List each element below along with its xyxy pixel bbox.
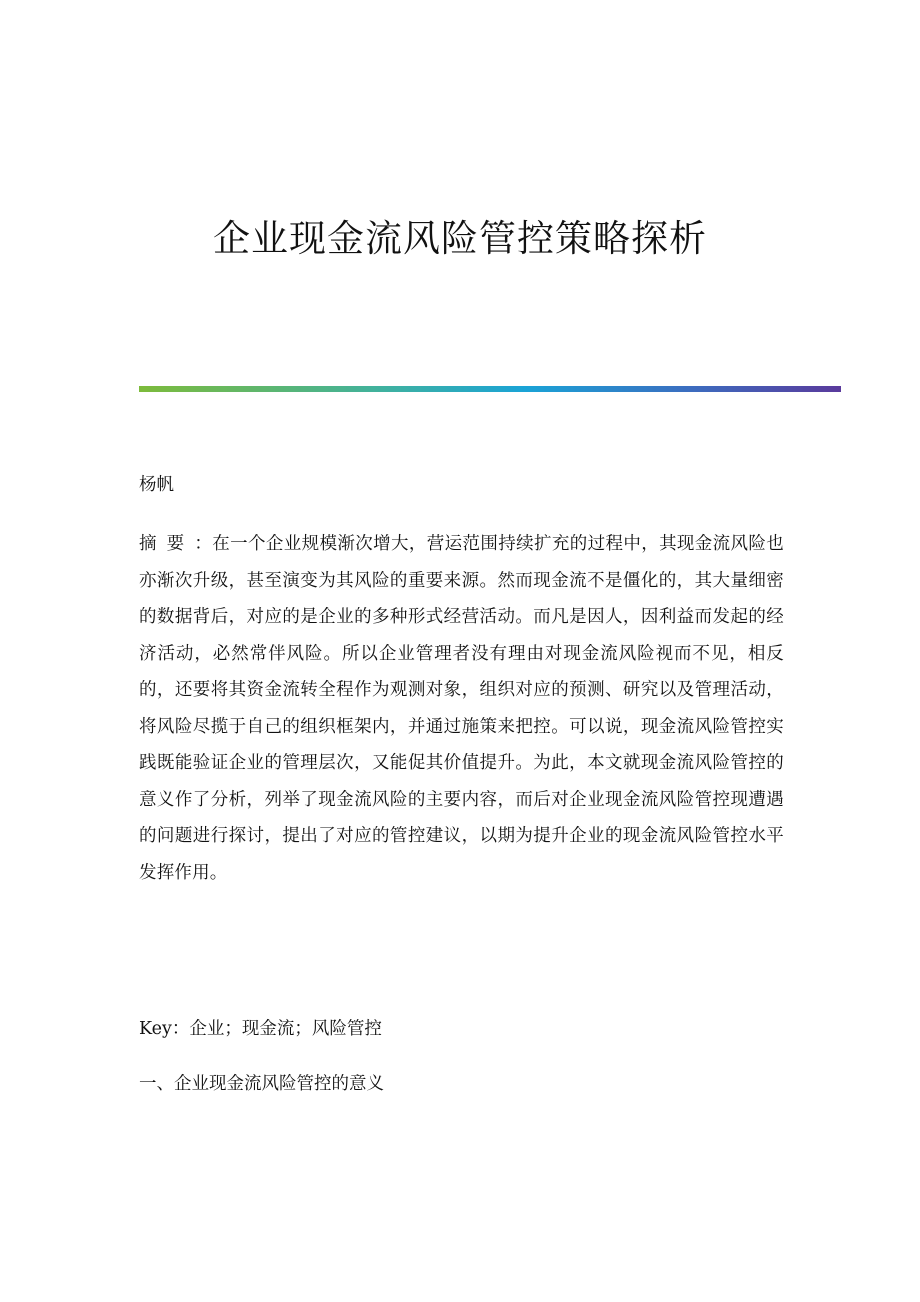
section-heading: 一、企业现金流风险管控的意义 [139, 1074, 384, 1094]
document-title: 企业现金流风险管控策略探析 [213, 217, 707, 260]
abstract-text: 在一个企业规模渐次增大，营运范围持续扩充的过程中，其现金流风险也亦渐次升级，甚至演变为其风险的重要来源。然而现金流不是僵化的，其大量细密的数据背后，对应的是企业的多种形式经营活动。而凡是因人，因利益而发起的经济活动，必然常伴风险。所以企业管理者没有理由对现金流风险视而不见，相反的，还要将其资金流转全程作为观测对象，组织对应的预测、研究以及管理活动，将风险尽揽于自己的组织框架内，并通过施策来把控。可以说，现金流风险管控实践既能验证企业的管理层次，又能促其价值提升。为此，本文就现金流风险管控的意义作了分析，列举了现金流风险的主要内容，而后对企业现金流风险管控现遭遇的问题进行探讨，提出了对应的管控建议，以期为提升企业的现金流风险管控水平发挥作用。 [139, 534, 785, 883]
keywords-line [139, 1017, 784, 1041]
abstract-label: 摘要 [139, 534, 195, 554]
title-divider [139, 386, 841, 392]
abstract-separator: ： [194, 534, 213, 554]
keywords-text: 企业；现金流；风险管控 [189, 1019, 382, 1039]
author-name: 杨帆 [139, 475, 174, 495]
keywords-label: Key： [139, 1019, 190, 1039]
abstract-paragraph [139, 526, 784, 891]
